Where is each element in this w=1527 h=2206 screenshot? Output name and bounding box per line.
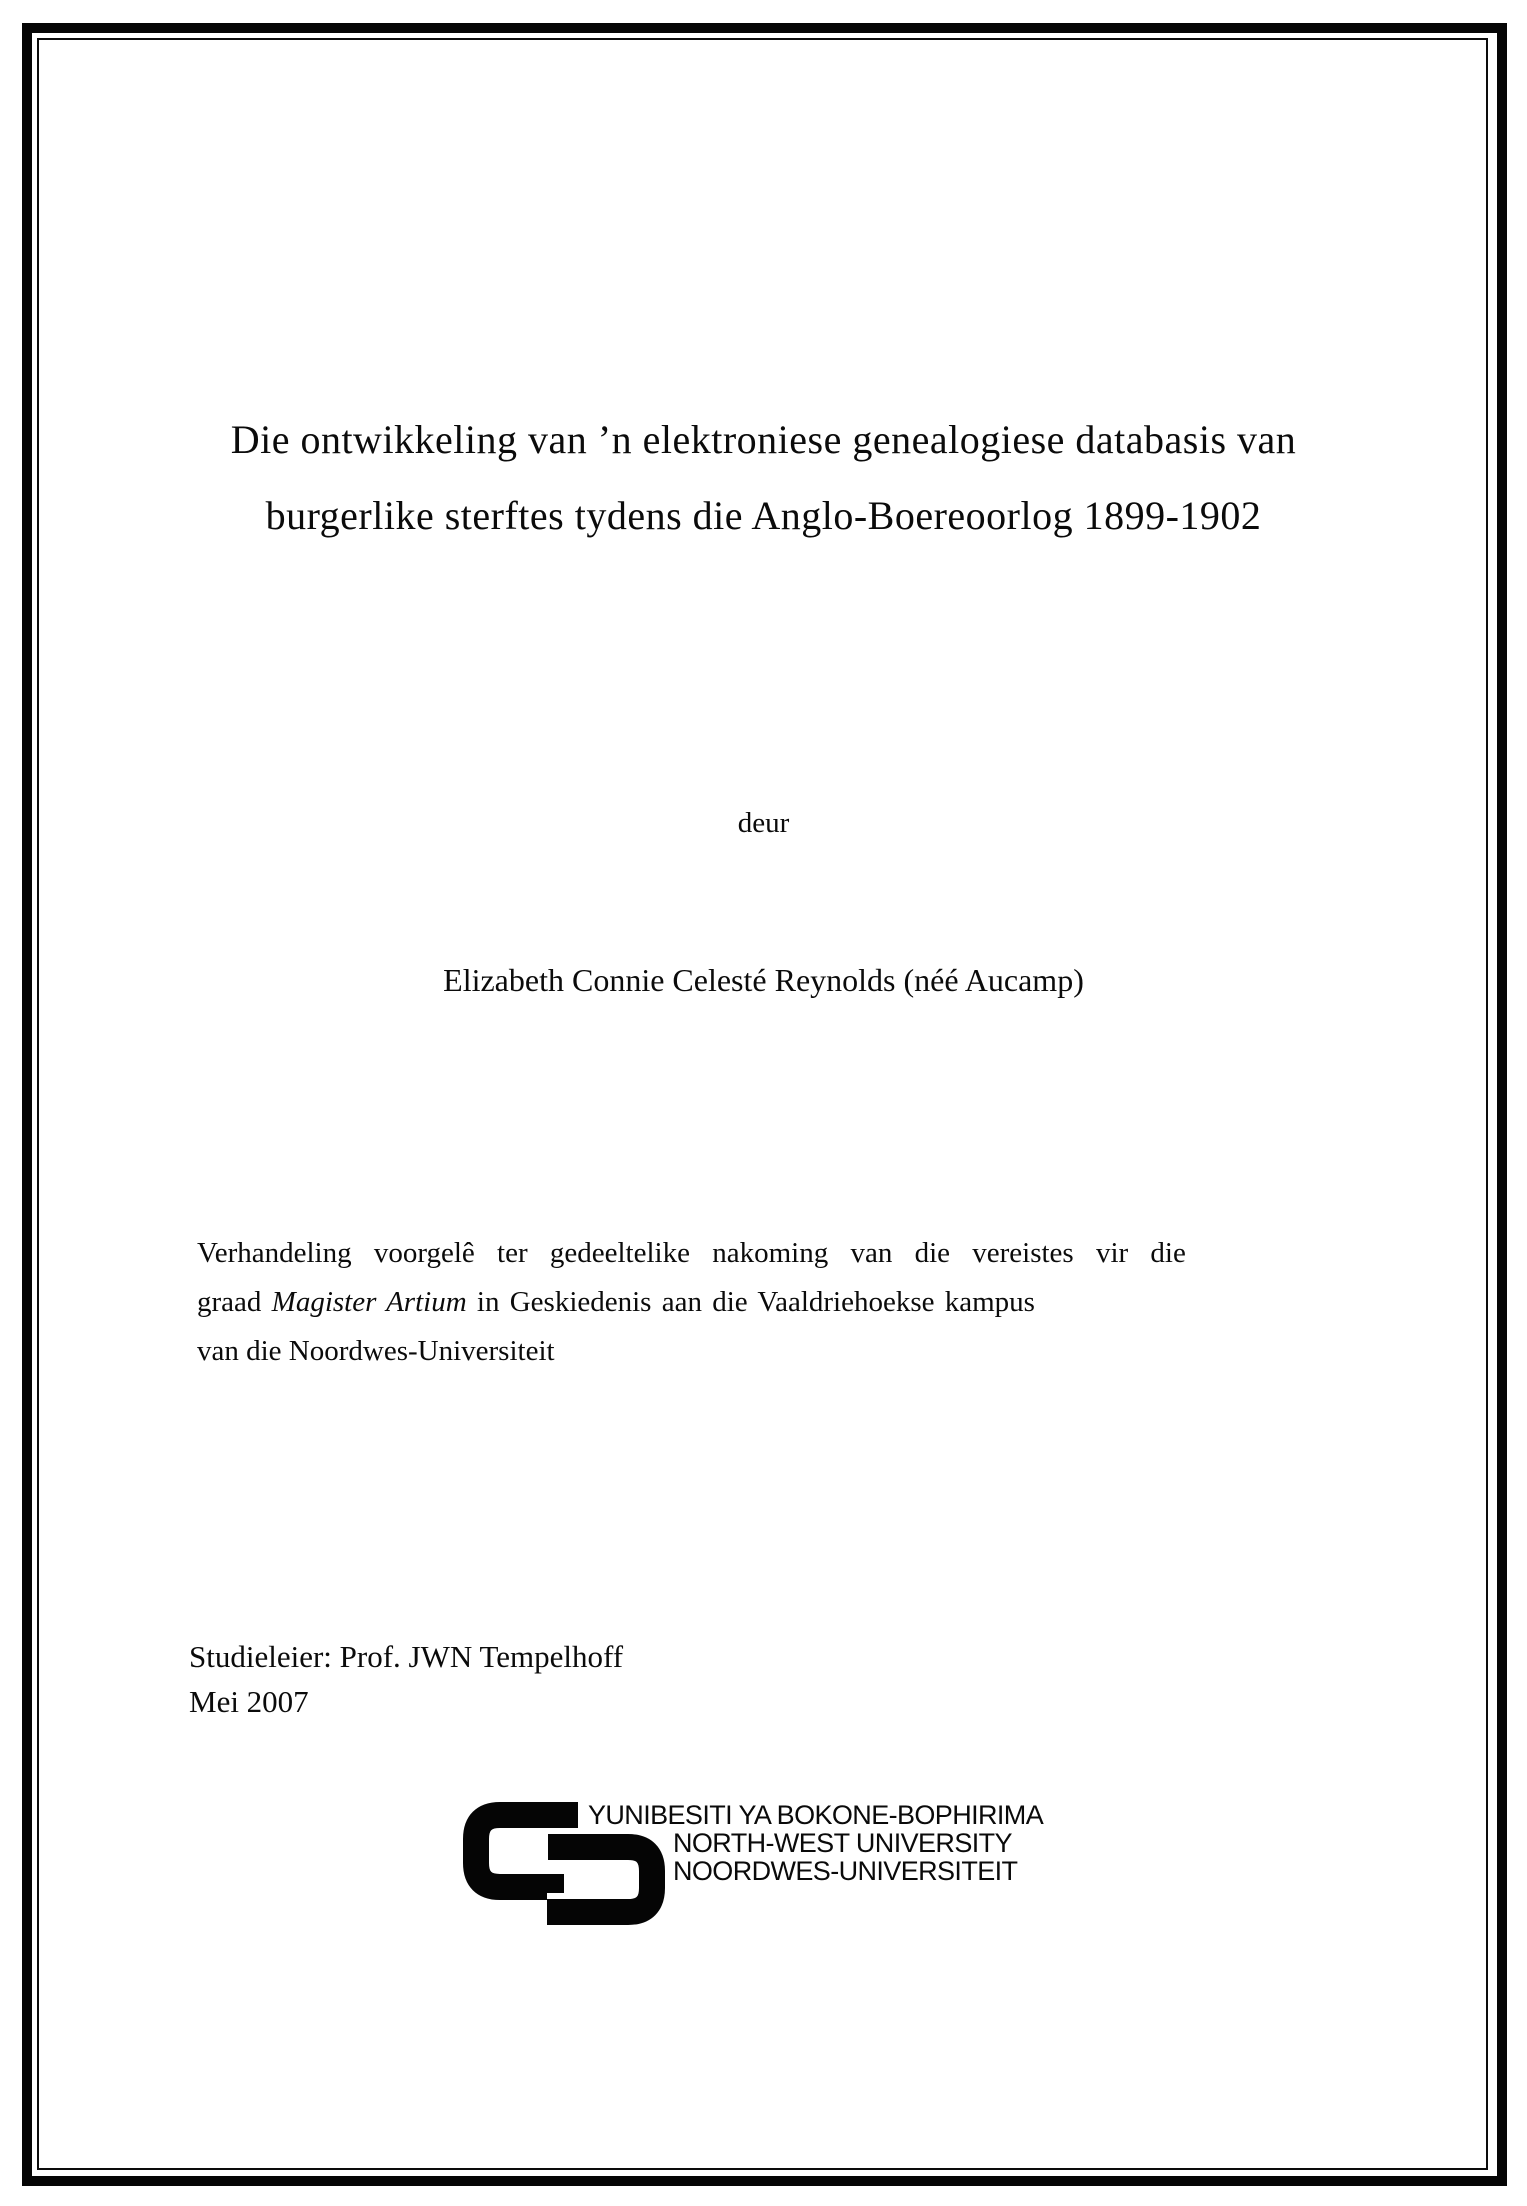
- supervisor-line: Studieleier: Prof. JWN Tempelhoff: [189, 1639, 624, 1674]
- byline-deur: deur: [737, 807, 790, 839]
- degree-statement-line1: Verhandeling voorgelê ter gedeeltelike nakoming van die vereistes vir die: [197, 1237, 1186, 1269]
- degree-statement-line2-pre: graad: [197, 1286, 272, 1318]
- degree-statement-line3: van die Noordwes-Universiteit: [197, 1335, 555, 1367]
- logo-line-afrikaans: NOORDWES-UNIVERSITEIT: [673, 1856, 1018, 1886]
- university-logo-text: [588, 1801, 1043, 1885]
- degree-statement: [197, 1229, 1337, 1376]
- degree-title-italic: Magister Artium: [271, 1286, 467, 1318]
- degree-statement-line2-post: in Geskiedenis aan die Vaaldriehoekse kampus: [466, 1286, 1035, 1318]
- degree-statement-line2: [197, 1278, 1337, 1327]
- date-line: Mei 2007: [189, 1684, 309, 1719]
- logo-line-english: NORTH-WEST UNIVERSITY: [673, 1828, 1012, 1858]
- supervisor-block: [189, 1634, 623, 1724]
- university-logo: [460, 1797, 1120, 1937]
- author-name: Elizabeth Connie Celesté Reynolds (néé Aucamp): [443, 962, 1084, 998]
- thesis-title-line2: burgerlike sterftes tydens die Anglo-Boereoorlog 1899-1902: [265, 493, 1262, 538]
- thesis-title: [110, 402, 1417, 554]
- logo-line-setswana: YUNIBESITI YA BOKONE-BOPHIRIMA: [588, 1800, 1044, 1830]
- thesis-title-line1: Die ontwikkeling van ’n elektroniese genealogiese databasis van: [230, 417, 1297, 462]
